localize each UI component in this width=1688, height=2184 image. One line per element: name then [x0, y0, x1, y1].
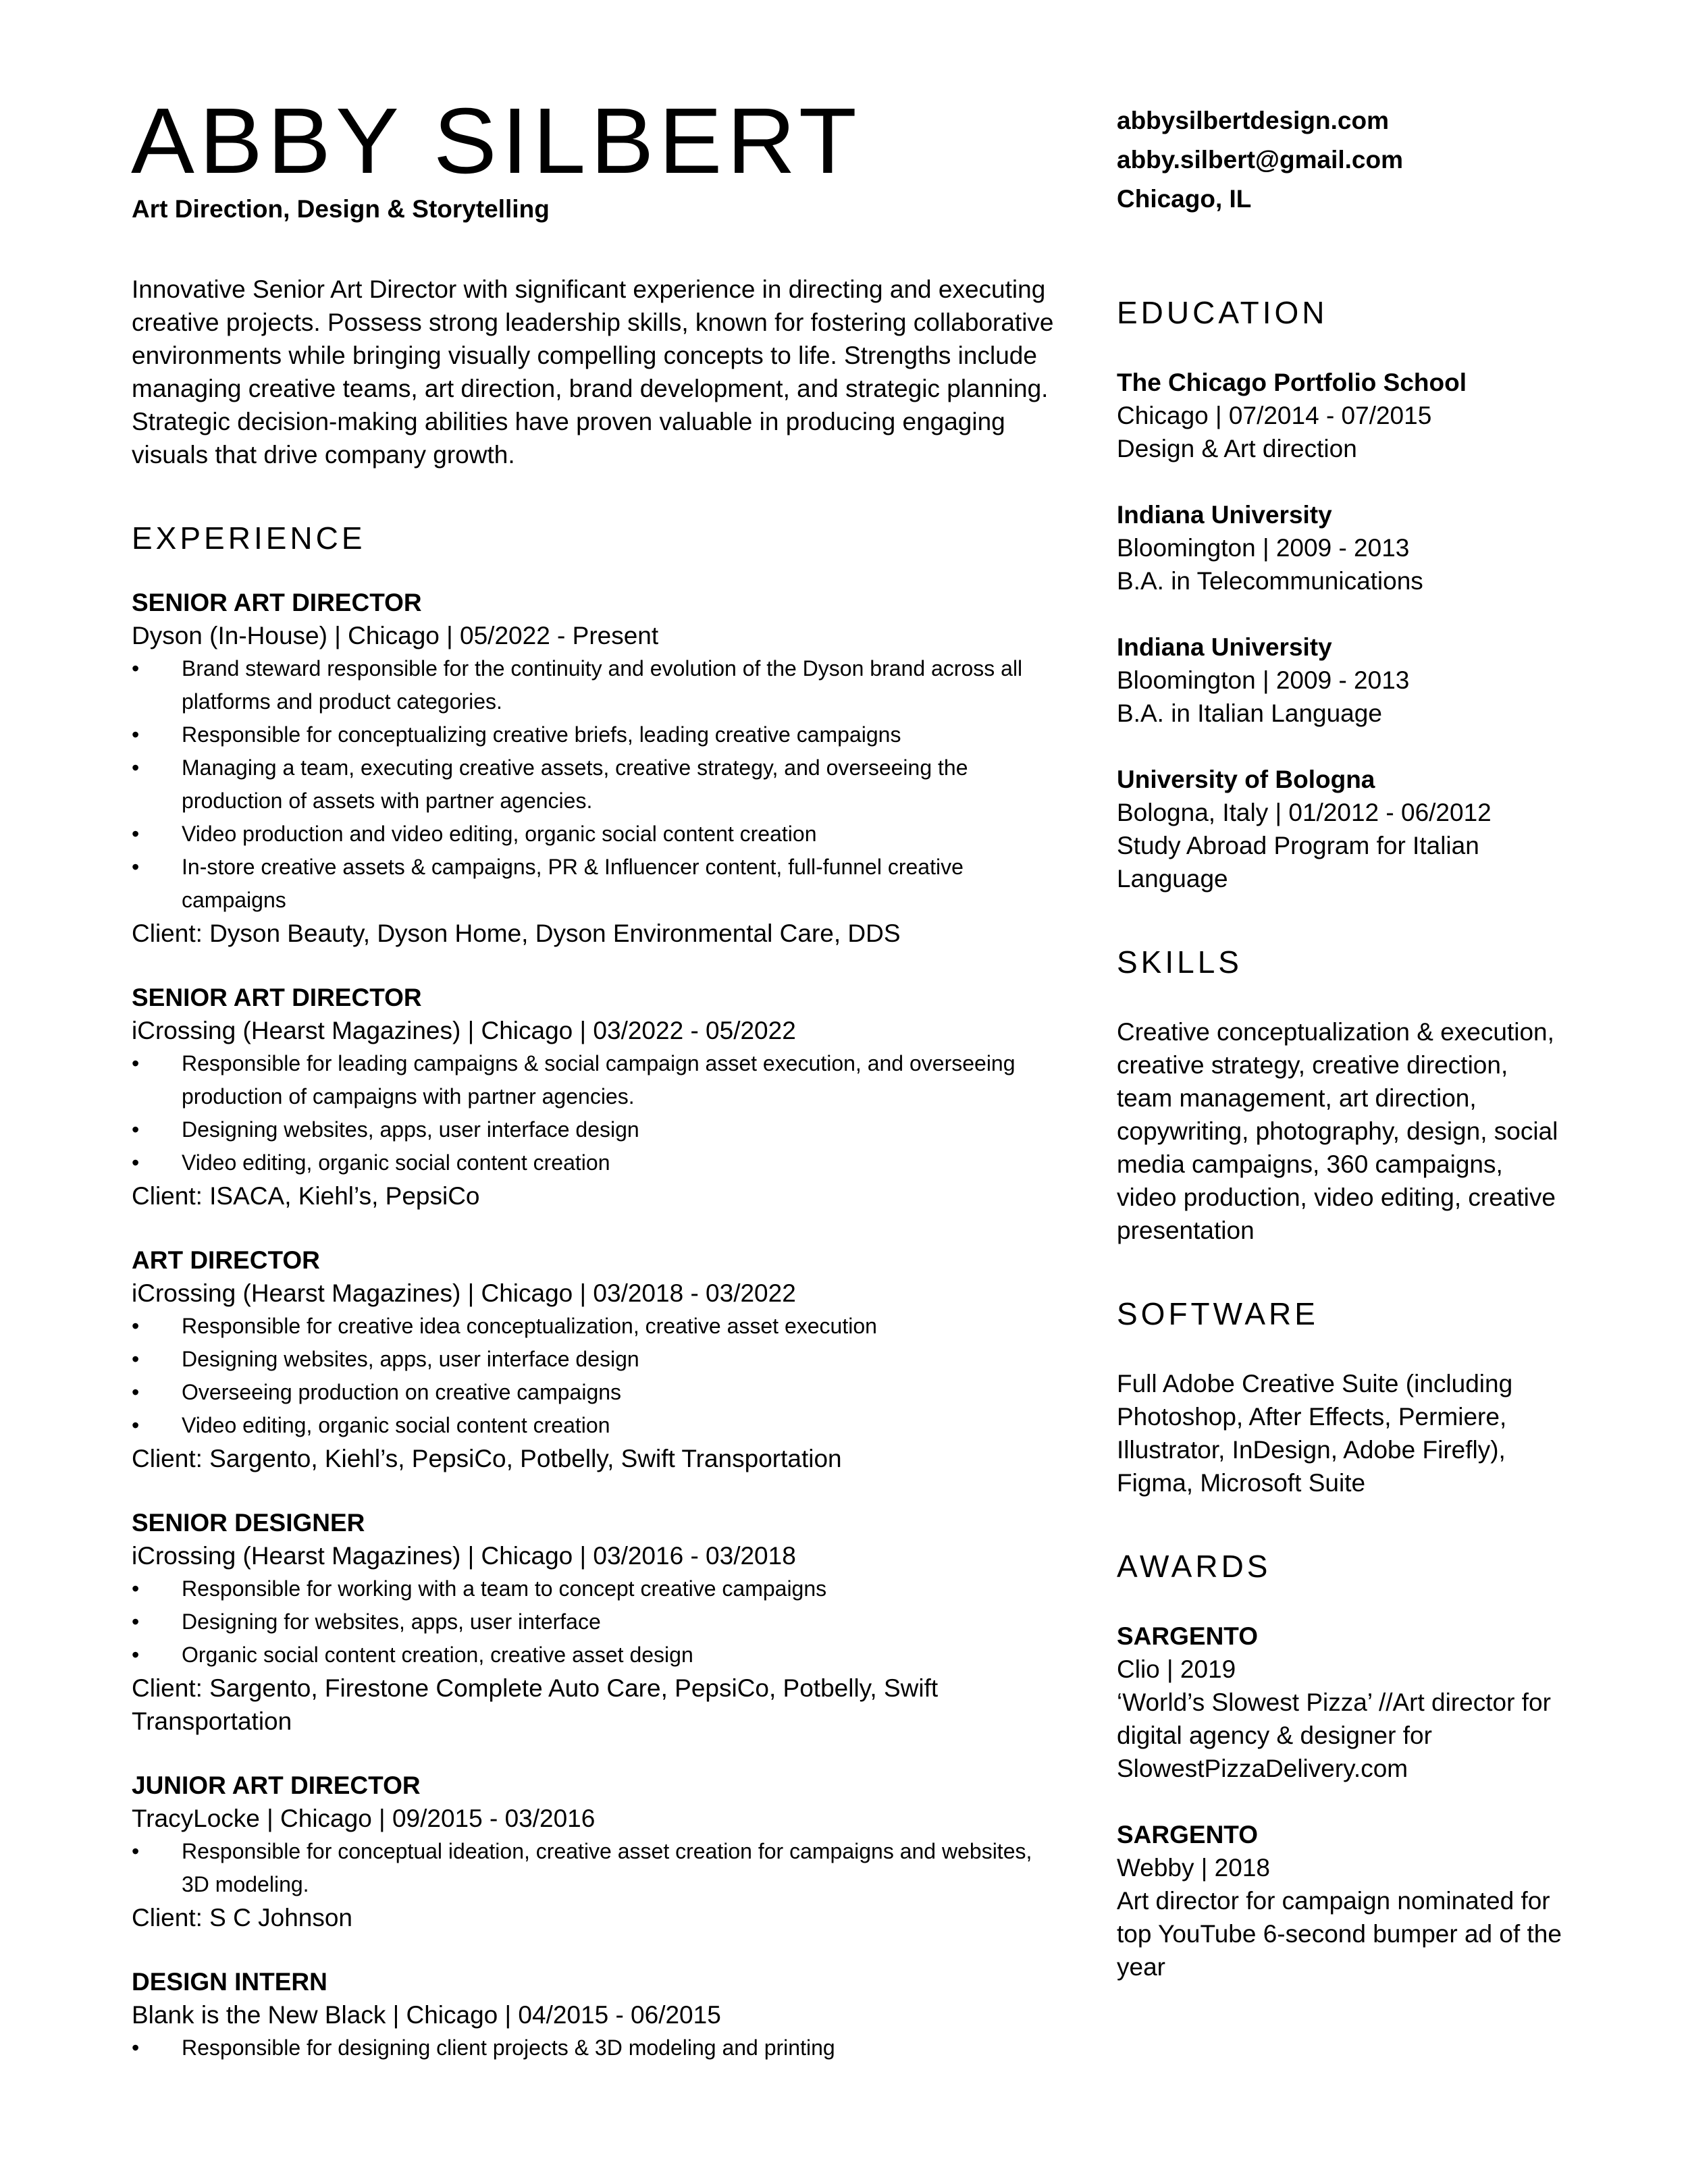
job-meta: Dyson (In-House) | Chicago | 05/2022 - Present [132, 622, 659, 649]
job-entry [132, 1965, 1063, 2065]
education-entry [1117, 366, 1562, 465]
bullet-dot: • [132, 1576, 140, 1601]
experience-heading: EXPERIENCE [132, 521, 366, 556]
job-bullets [132, 2031, 1063, 2065]
experience-list [132, 586, 1063, 2065]
job-entry [132, 586, 1063, 950]
location-text: Chicago, IL [1117, 185, 1252, 213]
job-title: SENIOR DESIGNER [132, 1509, 365, 1537]
skills-section [1117, 945, 1562, 1247]
job-bullet [132, 1343, 1063, 1376]
school-name: Indiana University [1117, 633, 1332, 661]
school-meta: Chicago | 07/2014 - 07/2015 [1117, 402, 1432, 429]
education-entry [1117, 631, 1562, 730]
bullet-text: Designing for websites, apps, user interface [182, 1609, 601, 1634]
awards-heading: AWARDS [1117, 1549, 1271, 1584]
bullet-dot: • [132, 1117, 140, 1142]
bullet-text: Brand steward responsible for the continuity and evolution of the Dyson brand across all platforms and product categories. [182, 656, 1023, 714]
bullet-dot: • [132, 656, 140, 681]
job-bullets [132, 1047, 1063, 1179]
job-meta: Blank is the New Black | Chicago | 04/2015 - 06/2015 [132, 2001, 721, 2029]
job-client: Client: Sargento, Kiehl’s, PepsiCo, Potbelly, Swift Transportation [132, 1445, 842, 1472]
job-bullets [132, 1835, 1063, 1901]
software-section [1117, 1297, 1562, 1499]
bullet-text: Responsible for leading campaigns & social campaign asset execution, and overseeing production of campaigns with partner agencies. [182, 1051, 1016, 1109]
job-entry [132, 1244, 1063, 1475]
job-meta: TracyLocke | Chicago | 09/2015 - 03/2016 [132, 1805, 596, 1832]
job-bullet [132, 1572, 1063, 1605]
bullet-dot: • [132, 1051, 140, 1075]
job-entry [132, 1506, 1063, 1738]
bullet-text: Responsible for conceptualizing creative briefs, leading creative campaigns [182, 722, 901, 747]
job-client: Client: Dyson Beauty, Dyson Home, Dyson Environmental Care, DDS [132, 920, 901, 947]
school-name: Indiana University [1117, 501, 1332, 529]
bullet-dot: • [132, 722, 140, 747]
awards-list [1117, 1620, 1562, 1983]
award-client: SARGENTO [1117, 1821, 1259, 1848]
award-entry [1117, 1818, 1562, 1983]
job-bullet [132, 1310, 1063, 1343]
job-title: DESIGN INTERN [132, 1968, 327, 1996]
job-bullet [132, 751, 1063, 818]
job-bullet [132, 1376, 1063, 1409]
bullet-dot: • [132, 2035, 140, 2060]
software-text: Full Adobe Creative Suite (including Photoshop, After Effects, Permiere, Illustrator, InDesign, Adobe Firefly), Figma, Microsoft Suite [1117, 1370, 1513, 1497]
school-name: The Chicago Portfolio School [1117, 369, 1467, 396]
bullet-dot: • [132, 1643, 140, 1667]
education-list [1117, 366, 1562, 895]
right-column [1117, 296, 1562, 2033]
bullet-text: Designing websites, apps, user interface design [182, 1117, 639, 1142]
school-meta: Bloomington | 2009 - 2013 [1117, 666, 1410, 694]
award-detail: ‘World’s Slowest Pizza’ //Art director for digital agency & designer for SlowestPizzaDelivery.com [1117, 1688, 1551, 1782]
bullet-dot: • [132, 1839, 140, 1863]
job-title: ART DIRECTOR [132, 1246, 320, 1274]
school-degree: Study Abroad Program for Italian Language [1117, 832, 1479, 893]
bullet-text: In-store creative assets & campaigns, PR & Influencer content, full-funnel creative campaigns [182, 855, 964, 912]
education-entry [1117, 498, 1562, 597]
bullet-text: Designing websites, apps, user interface design [182, 1347, 639, 1371]
school-degree: Design & Art direction [1117, 435, 1357, 462]
job-bullet [132, 718, 1063, 751]
job-bullets [132, 652, 1063, 917]
job-bullet [132, 1639, 1063, 1672]
left-column [132, 273, 1063, 2096]
job-bullet [132, 1409, 1063, 1442]
bullet-dot: • [132, 1380, 140, 1404]
bullet-dot: • [132, 1413, 140, 1437]
awards-section [1117, 1549, 1562, 1983]
skills-text: Creative conceptualization & execution, creative strategy, creative direction, team management, art direction, copywriting, photography, design, social media campaigns, 360 campaigns, video production, video editing, creative presentation [1117, 1018, 1558, 1244]
school-meta: Bloomington | 2009 - 2013 [1117, 534, 1410, 562]
award-detail: Art director for campaign nominated for top YouTube 6-second bumper ad of the year [1117, 1887, 1562, 1981]
bullet-text: Responsible for conceptual ideation, creative asset creation for campaigns and websites, 3D modeling. [182, 1839, 1032, 1896]
education-section [1117, 296, 1562, 895]
job-meta: iCrossing (Hearst Magazines) | Chicago | 03/2022 - 05/2022 [132, 1017, 796, 1044]
job-title: JUNIOR ART DIRECTOR [132, 1772, 421, 1799]
bullet-dot: • [132, 1609, 140, 1634]
skills-heading: SKILLS [1117, 944, 1242, 980]
contact-info [1117, 101, 1589, 219]
bullet-text: Managing a team, executing creative assets, creative strategy, and overseeing the production of assets with partner agencies. [182, 755, 968, 813]
website-link[interactable]: abbysilbertdesign.com [1117, 107, 1389, 134]
award-meta: Clio | 2019 [1117, 1655, 1236, 1683]
job-client: Client: Sargento, Firestone Complete Auto Care, PepsiCo, Potbelly, Swift Transportation [132, 1674, 939, 1735]
bullet-text: Video production and video editing, organic social content creation [182, 822, 817, 846]
award-client: SARGENTO [1117, 1622, 1259, 1650]
bullet-dot: • [132, 1347, 140, 1371]
award-entry [1117, 1620, 1562, 1785]
candidate-name: ABBY SILBERT [131, 89, 862, 193]
job-bullet [132, 1047, 1063, 1113]
software-heading: SOFTWARE [1117, 1296, 1319, 1331]
job-bullet [132, 818, 1063, 851]
bullet-dot: • [132, 855, 140, 879]
job-meta: iCrossing (Hearst Magazines) | Chicago | 03/2016 - 03/2018 [132, 1542, 796, 1570]
school-degree: B.A. in Telecommunications [1117, 567, 1423, 595]
job-client: Client: ISACA, Kiehl’s, PepsiCo [132, 1182, 480, 1210]
bullet-text: Responsible for working with a team to concept creative campaigns [182, 1576, 827, 1601]
job-title: SENIOR ART DIRECTOR [132, 984, 422, 1011]
education-entry [1117, 763, 1562, 895]
job-bullet [132, 2031, 1063, 2065]
job-entry [132, 981, 1063, 1213]
bullet-dot: • [132, 755, 140, 780]
bullet-text: Video editing, organic social content creation [182, 1413, 610, 1437]
job-bullet [132, 1605, 1063, 1639]
job-meta: iCrossing (Hearst Magazines) | Chicago | 03/2018 - 03/2022 [132, 1279, 796, 1307]
job-bullet [132, 851, 1063, 917]
job-title: SENIOR ART DIRECTOR [132, 589, 422, 616]
job-bullet [132, 1835, 1063, 1901]
candidate-tagline: Art Direction, Design & Storytelling [132, 195, 550, 223]
bullet-text: Organic social content creation, creative asset design [182, 1643, 693, 1667]
summary-paragraph: Innovative Senior Art Director with significant experience in directing and executing creative projects. Possess strong leadership skills, known for fostering collaborative environments while bringing visually compelling concepts to life. Strengths include managing creative teams, art direction, brand development, and strategic planning. Strategic decision-making abilities have proven valuable in producing engaging visuals that drive company growth. [132, 275, 1054, 469]
education-heading: EDUCATION [1117, 295, 1328, 330]
job-bullets [132, 1572, 1063, 1672]
school-degree: B.A. in Italian Language [1117, 699, 1382, 727]
job-bullet [132, 652, 1063, 718]
job-bullet [132, 1146, 1063, 1179]
bullet-dot: • [132, 1150, 140, 1175]
job-entry [132, 1769, 1063, 1934]
bullet-text: Video editing, organic social content creation [182, 1150, 610, 1175]
bullet-text: Responsible for designing client projects & 3D modeling and printing [182, 2035, 835, 2060]
bullet-text: Overseeing production on creative campaigns [182, 1380, 622, 1404]
school-meta: Bologna, Italy | 01/2012 - 06/2012 [1117, 799, 1492, 826]
job-bullets [132, 1310, 1063, 1442]
email-link[interactable]: abby.silbert@gmail.com [1117, 146, 1404, 174]
bullet-text: Responsible for creative idea conceptualization, creative asset execution [182, 1314, 877, 1338]
school-name: University of Bologna [1117, 766, 1375, 793]
job-client: Client: S C Johnson [132, 1904, 353, 1932]
bullet-dot: • [132, 822, 140, 846]
job-bullet [132, 1113, 1063, 1146]
award-meta: Webby | 2018 [1117, 1854, 1270, 1882]
bullet-dot: • [132, 1314, 140, 1338]
